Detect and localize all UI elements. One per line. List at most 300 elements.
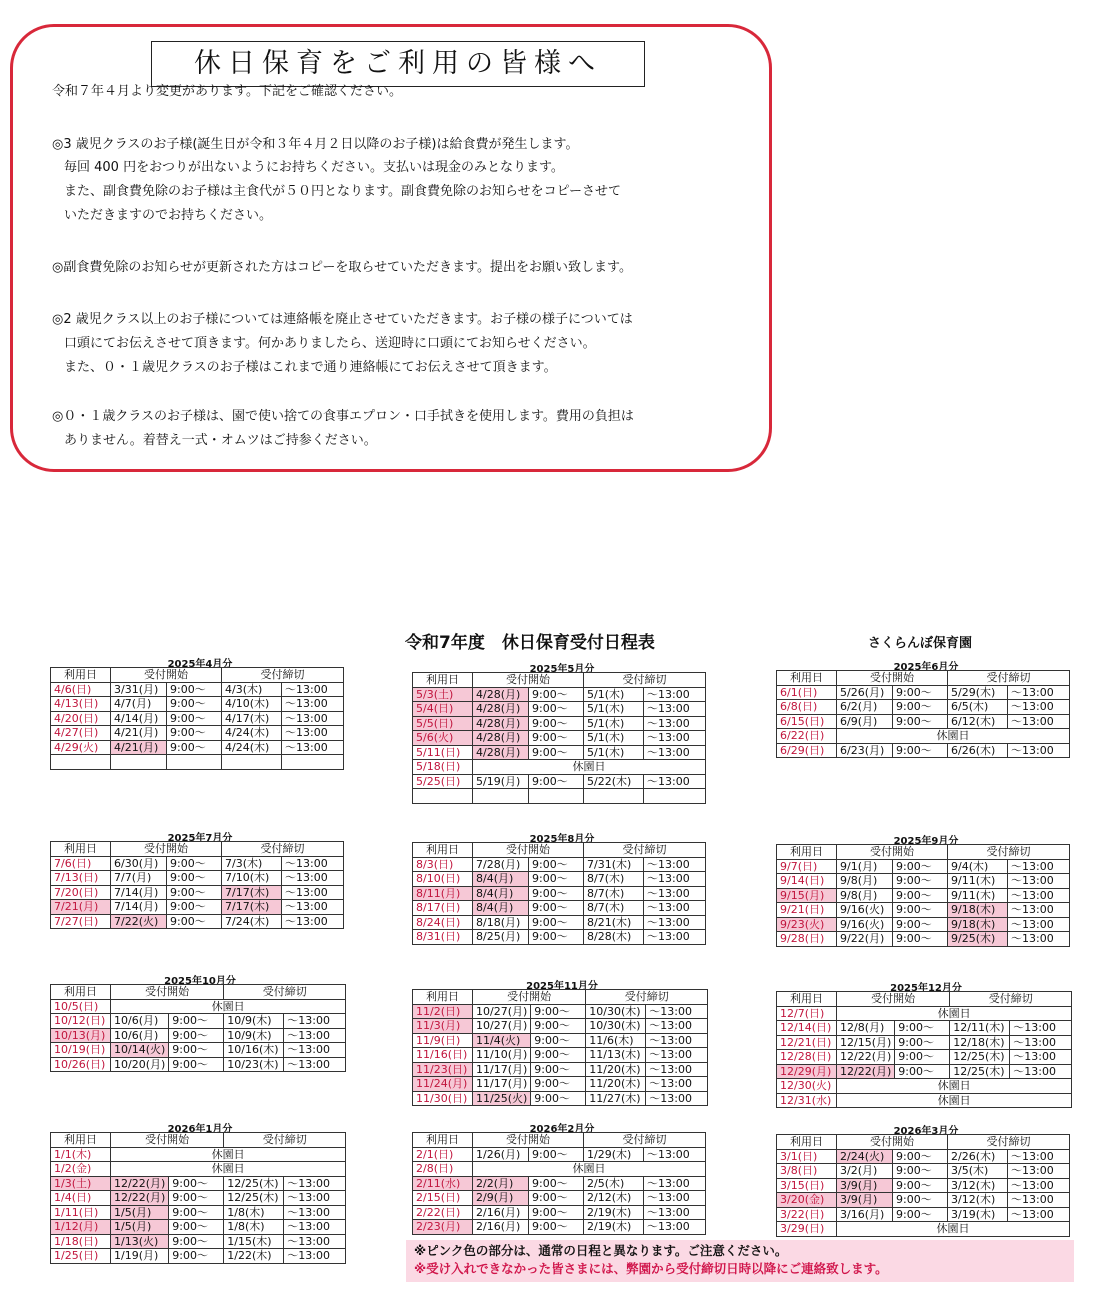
- end-date: 10/9(木): [224, 1014, 284, 1029]
- table-row: [413, 1147, 706, 1162]
- table-row: [777, 700, 1070, 715]
- use-date: 8/17(日): [413, 901, 473, 916]
- closed-day: 休園日: [837, 1222, 1070, 1237]
- end-date: [584, 789, 644, 804]
- end-date: 4/17(木): [222, 711, 282, 726]
- end-date: 9/18(木): [948, 917, 1008, 932]
- end-date: 1/29(木): [584, 1147, 644, 1162]
- use-date: 2/11(水): [413, 1176, 473, 1191]
- month-title: 2026年3月分: [893, 1126, 959, 1137]
- start-time: 9:00〜: [531, 1019, 586, 1034]
- start-time: 9:00〜: [529, 915, 584, 930]
- table-row: [51, 1220, 346, 1235]
- start-date: 9/22(月): [837, 932, 893, 947]
- use-date: 12/7(日): [777, 1006, 837, 1021]
- month-title: 2025年6月分: [893, 662, 959, 673]
- end-date: [222, 755, 282, 770]
- header-date: 利用日: [777, 992, 837, 1007]
- org-name: さくらんぼ保育園: [868, 636, 973, 651]
- start-time: 9:00〜: [167, 682, 222, 697]
- end-time: 〜13:00: [644, 745, 706, 760]
- use-date: 10/19(日): [51, 1043, 111, 1058]
- use-date: 11/23(日): [413, 1062, 473, 1077]
- start-time: 9:00〜: [167, 711, 222, 726]
- month-title: 2025年12月分: [890, 983, 962, 994]
- end-date: 10/16(木): [224, 1043, 284, 1058]
- notice-line: また、０・１歳児クラスのお子様はこれまで通り連絡帳にてお伝えさせて頂きます。: [64, 360, 557, 375]
- start-time: 9:00〜: [169, 1043, 224, 1058]
- use-date: 11/9(日): [413, 1033, 473, 1048]
- start-date: 3/9(月): [837, 1193, 893, 1208]
- start-date: 7/7(月): [111, 871, 167, 886]
- use-date: 12/31(水): [777, 1093, 837, 1108]
- end-date: 9/18(木): [948, 903, 1008, 918]
- end-date: 4/10(木): [222, 697, 282, 712]
- notice-line: いただきますのでお持ちください。: [64, 208, 273, 223]
- start-time: 9:00〜: [529, 1191, 584, 1206]
- start-date: 1/5(月): [111, 1205, 169, 1220]
- end-time: [282, 755, 344, 770]
- use-date: 6/1(日): [777, 685, 837, 700]
- table-row: [51, 1249, 346, 1264]
- end-time: 〜13:00: [644, 857, 706, 872]
- end-time: 〜13:00: [284, 1014, 346, 1029]
- start-time: 9:00〜: [169, 1205, 224, 1220]
- table-row: [413, 1062, 708, 1077]
- start-date: 10/14(火): [111, 1043, 169, 1058]
- start-date: 1/19(月): [111, 1249, 169, 1264]
- use-date: 11/2(日): [413, 1004, 473, 1019]
- table-row: [51, 740, 344, 755]
- start-date: 4/28(月): [473, 731, 529, 746]
- table-row: [51, 1162, 346, 1177]
- end-time: 〜13:00: [644, 1220, 706, 1235]
- start-time: 9:00〜: [893, 1193, 948, 1208]
- end-time: 〜13:00: [282, 856, 344, 871]
- table-row: [413, 1091, 708, 1106]
- end-date: 11/20(木): [586, 1077, 646, 1092]
- end-date: 12/25(木): [950, 1064, 1010, 1079]
- start-time: 9:00〜: [529, 872, 584, 887]
- schedule-table: [50, 841, 344, 929]
- header-end: 受付締切: [584, 843, 706, 858]
- month-title: 2025年4月分: [167, 659, 233, 670]
- schedule-table: [776, 844, 1070, 947]
- use-date: 8/10(日): [413, 872, 473, 887]
- table-row: [777, 1035, 1072, 1050]
- table-row: [413, 1033, 708, 1048]
- header-date: 利用日: [413, 843, 473, 858]
- start-date: 11/17(月): [473, 1062, 531, 1077]
- table-row: [413, 716, 706, 731]
- use-date: 7/27(日): [51, 914, 111, 929]
- schedule-table: [776, 991, 1072, 1108]
- header-row: [777, 992, 1072, 1007]
- table-row: [51, 1176, 346, 1191]
- end-date: 12/11(木): [950, 1021, 1010, 1036]
- start-date: 3/16(月): [837, 1207, 893, 1222]
- end-time: 〜13:00: [282, 726, 344, 741]
- header-row: [413, 990, 708, 1005]
- start-date: 10/27(月): [473, 1004, 531, 1019]
- use-date: 2/1(日): [413, 1147, 473, 1162]
- end-date: 9/4(木): [948, 859, 1008, 874]
- end-time: 〜13:00: [646, 1004, 708, 1019]
- use-date: 8/31(日): [413, 930, 473, 945]
- start-time: 9:00〜: [169, 1176, 224, 1191]
- start-date: 12/22(月): [111, 1176, 169, 1191]
- end-date: 12/25(木): [224, 1191, 284, 1206]
- start-date: 9/8(月): [837, 874, 893, 889]
- use-date: 4/13(日): [51, 697, 111, 712]
- start-time: 9:00〜: [893, 859, 948, 874]
- table-row: [51, 914, 344, 929]
- end-time: 〜13:00: [282, 711, 344, 726]
- table-row: [413, 1004, 708, 1019]
- end-date: 3/12(木): [948, 1178, 1008, 1193]
- end-time: 〜13:00: [646, 1048, 708, 1063]
- table-row: [413, 702, 706, 717]
- header-end: 受付締切: [948, 1135, 1070, 1150]
- start-time: 9:00〜: [169, 1234, 224, 1249]
- start-date: 4/14(月): [111, 711, 167, 726]
- start-time: 9:00〜: [529, 1147, 584, 1162]
- start-date: 7/14(月): [111, 900, 167, 915]
- start-time: 9:00〜: [529, 731, 584, 746]
- start-time: 9:00〜: [893, 1164, 948, 1179]
- use-date: 1/11(日): [51, 1205, 111, 1220]
- start-time: 9:00〜: [893, 1207, 948, 1222]
- end-time: 〜13:00: [644, 930, 706, 945]
- use-date: 2/22(日): [413, 1205, 473, 1220]
- end-time: 〜13:00: [646, 1062, 708, 1077]
- header-date: 利用日: [413, 673, 473, 688]
- start-date: 4/28(月): [473, 716, 529, 731]
- closed-day: 休園日: [837, 1079, 1072, 1094]
- end-time: 〜13:00: [644, 1191, 706, 1206]
- table-row: [51, 1191, 346, 1206]
- start-date: 6/30(月): [111, 856, 167, 871]
- end-time: 〜13:00: [644, 872, 706, 887]
- schedule-table: [412, 1132, 706, 1235]
- start-time: 9:00〜: [529, 1205, 584, 1220]
- start-date: 8/4(月): [473, 872, 529, 887]
- end-date: 2/5(木): [584, 1176, 644, 1191]
- header-end: 受付締切: [948, 845, 1070, 860]
- use-date: 6/29(日): [777, 743, 837, 758]
- start-date: 3/2(月): [837, 1164, 893, 1179]
- header-date: 利用日: [413, 1133, 473, 1148]
- use-date: 10/5(日): [51, 999, 111, 1014]
- end-time: 〜13:00: [646, 1033, 708, 1048]
- use-date: 2/8(日): [413, 1162, 473, 1177]
- end-date: 11/13(木): [586, 1048, 646, 1063]
- notice-line: また、副食費免除のお子様は主食代が５０円となります。副食費免除のお知らせをコピーさせて: [64, 184, 622, 199]
- start-date: 6/2(月): [837, 700, 893, 715]
- end-date: 10/9(木): [224, 1028, 284, 1043]
- use-date: 5/18(日): [413, 760, 473, 775]
- start-time: 9:00〜: [529, 702, 584, 717]
- end-time: 〜13:00: [646, 1091, 708, 1106]
- closed-day: 休園日: [111, 999, 346, 1014]
- start-date: 12/22(月): [837, 1064, 895, 1079]
- table-row: [777, 932, 1070, 947]
- start-time: 9:00〜: [895, 1035, 950, 1050]
- header-row: [51, 668, 344, 683]
- end-date: 4/3(木): [222, 682, 282, 697]
- end-time: 〜13:00: [1008, 888, 1070, 903]
- table-row: [51, 900, 344, 915]
- table-row: [777, 917, 1070, 932]
- closed-day: 休園日: [837, 1093, 1072, 1108]
- use-date: 9/28(日): [777, 932, 837, 947]
- header-date: 利用日: [777, 845, 837, 860]
- table-row: [413, 901, 706, 916]
- header-row: [777, 671, 1070, 686]
- header-end: 受付締切: [224, 1133, 346, 1148]
- start-time: 9:00〜: [531, 1004, 586, 1019]
- end-time: 〜13:00: [282, 740, 344, 755]
- start-time: 9:00〜: [893, 903, 948, 918]
- use-date: 10/13(月): [51, 1028, 111, 1043]
- start-time: 9:00〜: [531, 1033, 586, 1048]
- end-date: 7/17(木): [222, 900, 282, 915]
- end-time: 〜13:00: [1008, 1149, 1070, 1164]
- end-date: 5/1(木): [584, 687, 644, 702]
- end-time: 〜13:00: [1008, 700, 1070, 715]
- start-time: 9:00〜: [895, 1064, 950, 1079]
- end-date: 4/24(木): [222, 740, 282, 755]
- end-date: 9/11(木): [948, 874, 1008, 889]
- start-time: 9:00〜: [529, 857, 584, 872]
- closed-day: 休園日: [111, 1162, 346, 1177]
- end-date: 12/18(木): [950, 1035, 1010, 1050]
- header-start: 受付開始: [111, 842, 222, 857]
- use-date: 3/29(日): [777, 1222, 837, 1237]
- use-date: 11/3(月): [413, 1019, 473, 1034]
- end-date: 8/7(木): [584, 872, 644, 887]
- end-time: 〜13:00: [1010, 1021, 1072, 1036]
- start-time: 9:00〜: [893, 1178, 948, 1193]
- table-row: [777, 714, 1070, 729]
- end-time: 〜13:00: [282, 871, 344, 886]
- table-row: [51, 726, 344, 741]
- start-date: 11/10(月): [473, 1048, 531, 1063]
- end-date: 7/24(木): [222, 914, 282, 929]
- table-row: [51, 1043, 346, 1058]
- start-date: 12/22(月): [111, 1191, 169, 1206]
- end-date: 1/8(木): [224, 1220, 284, 1235]
- end-time: 〜13:00: [644, 1176, 706, 1191]
- use-date: 1/18(日): [51, 1234, 111, 1249]
- table-row: [413, 857, 706, 872]
- start-time: 9:00〜: [529, 774, 584, 789]
- table-row: [413, 745, 706, 760]
- start-date: 11/4(火): [473, 1033, 531, 1048]
- end-time: 〜13:00: [284, 1191, 346, 1206]
- use-date: [51, 755, 111, 770]
- end-time: 〜13:00: [644, 716, 706, 731]
- table-row: [413, 687, 706, 702]
- start-date: 1/5(月): [111, 1220, 169, 1235]
- schedule-table: [412, 989, 708, 1106]
- header-date: 利用日: [51, 668, 111, 683]
- header-end: 受付締切: [948, 671, 1070, 686]
- start-date: 2/2(月): [473, 1176, 529, 1191]
- header-start: 受付開始: [473, 990, 586, 1005]
- use-date: 9/7(日): [777, 859, 837, 874]
- header-row: [51, 1133, 346, 1148]
- month-title: 2026年1月分: [167, 1124, 233, 1135]
- table-row: [777, 1178, 1070, 1193]
- header-end: 受付締切: [584, 1133, 706, 1148]
- start-date: 8/18(月): [473, 915, 529, 930]
- end-time: 〜13:00: [1008, 1193, 1070, 1208]
- start-date: 8/25(月): [473, 930, 529, 945]
- header-start: 受付開始: [111, 1133, 224, 1148]
- table-row: [413, 1019, 708, 1034]
- end-date: 6/5(木): [948, 700, 1008, 715]
- table-row: [413, 1191, 706, 1206]
- end-time: 〜13:00: [284, 1249, 346, 1264]
- start-date: 1/26(月): [473, 1147, 529, 1162]
- end-time: 〜13:00: [644, 702, 706, 717]
- start-date: 5/19(月): [473, 774, 529, 789]
- header-end: 受付締切: [222, 668, 344, 683]
- table-row: [413, 886, 706, 901]
- header-date: 利用日: [777, 671, 837, 686]
- start-date: 10/6(月): [111, 1028, 169, 1043]
- use-date: 3/22(日): [777, 1207, 837, 1222]
- use-date: 4/20(日): [51, 711, 111, 726]
- start-time: 9:00〜: [167, 856, 222, 871]
- header-end: 受付締切: [224, 985, 346, 1000]
- table-row: [777, 1193, 1070, 1208]
- start-time: 9:00〜: [169, 1249, 224, 1264]
- end-time: 〜13:00: [1008, 685, 1070, 700]
- table-row: [413, 930, 706, 945]
- use-date: 10/26(日): [51, 1057, 111, 1072]
- end-date: 6/26(木): [948, 743, 1008, 758]
- end-date: 12/25(木): [950, 1050, 1010, 1065]
- month-title: 2026年2月分: [529, 1124, 595, 1135]
- header-start: 受付開始: [473, 843, 584, 858]
- table-row: [51, 1205, 346, 1220]
- header-start: 受付開始: [837, 845, 948, 860]
- start-date: 11/25(火): [473, 1091, 531, 1106]
- use-date: 8/3(日): [413, 857, 473, 872]
- end-time: 〜13:00: [1008, 932, 1070, 947]
- end-date: 3/5(木): [948, 1164, 1008, 1179]
- start-date: 1/13(火): [111, 1234, 169, 1249]
- month-title: 2025年9月分: [893, 836, 959, 847]
- use-date: 4/6(日): [51, 682, 111, 697]
- end-time: 〜13:00: [282, 900, 344, 915]
- end-time: 〜13:00: [644, 774, 706, 789]
- start-time: 9:00〜: [531, 1077, 586, 1092]
- use-date: 5/5(日): [413, 716, 473, 731]
- start-time: 9:00〜: [531, 1062, 586, 1077]
- start-time: 9:00〜: [529, 687, 584, 702]
- start-time: 9:00〜: [167, 726, 222, 741]
- end-time: 〜13:00: [644, 915, 706, 930]
- use-date: 7/13(日): [51, 871, 111, 886]
- use-date: 8/11(月): [413, 886, 473, 901]
- use-date: 1/3(土): [51, 1176, 111, 1191]
- start-date: 3/31(月): [111, 682, 167, 697]
- start-time: 9:00〜: [893, 700, 948, 715]
- start-date: 12/15(月): [837, 1035, 895, 1050]
- table-row: [51, 697, 344, 712]
- table-row: [51, 711, 344, 726]
- start-date: 12/22(月): [837, 1050, 895, 1065]
- start-date: 6/23(月): [837, 743, 893, 758]
- table-row: [777, 888, 1070, 903]
- month-title: 2025年5月分: [529, 664, 595, 675]
- start-date: 6/9(月): [837, 714, 893, 729]
- end-time: 〜13:00: [282, 682, 344, 697]
- schedule-table: [50, 1132, 346, 1264]
- header-end: 受付締切: [222, 842, 344, 857]
- table-row: [413, 789, 706, 804]
- use-date: 12/28(日): [777, 1050, 837, 1065]
- use-date: 10/12(日): [51, 1014, 111, 1029]
- header-start: 受付開始: [111, 668, 222, 683]
- end-time: 〜13:00: [284, 1205, 346, 1220]
- start-time: 9:00〜: [893, 888, 948, 903]
- table-row: [51, 1147, 346, 1162]
- use-date: 12/14(日): [777, 1021, 837, 1036]
- end-date: 2/19(木): [584, 1205, 644, 1220]
- use-date: 1/12(月): [51, 1220, 111, 1235]
- start-date: 7/22(火): [111, 914, 167, 929]
- end-date: 7/3(木): [222, 856, 282, 871]
- start-time: 9:00〜: [529, 886, 584, 901]
- end-time: 〜13:00: [644, 687, 706, 702]
- end-date: 3/12(木): [948, 1193, 1008, 1208]
- month-title: 2025年7月分: [167, 833, 233, 844]
- header-end: 受付締切: [950, 992, 1072, 1007]
- table-row: [413, 1176, 706, 1191]
- end-date: 2/19(木): [584, 1220, 644, 1235]
- start-date: 4/21(月): [111, 740, 167, 755]
- end-date: 4/24(木): [222, 726, 282, 741]
- end-date: 7/17(木): [222, 885, 282, 900]
- table-row: [51, 856, 344, 871]
- notice-line: ◎副食費免除のお知らせが更新された方はコピーを取らせていただきます。提出をお願い致します。: [52, 260, 632, 275]
- header-start: 受付開始: [837, 1135, 948, 1150]
- table-row: [777, 1006, 1072, 1021]
- schedule-table: [776, 1134, 1070, 1237]
- end-time: 〜13:00: [284, 1028, 346, 1043]
- schedule-table: [776, 670, 1070, 758]
- schedule-table: [412, 672, 706, 804]
- use-date: 12/21(日): [777, 1035, 837, 1050]
- closed-day: 休園日: [473, 1162, 706, 1177]
- use-date: 12/29(月): [777, 1064, 837, 1079]
- end-date: 5/1(木): [584, 716, 644, 731]
- start-time: 9:00〜: [169, 1028, 224, 1043]
- footnote-line: ※ピンク色の部分は、通常の日程と異なります。ご注意ください。: [414, 1243, 788, 1258]
- notice-line: 毎回 400 円をおつりが出ないようにお持ちください。支払いは現金のみとなります。: [64, 160, 564, 175]
- start-time: 9:00〜: [169, 1191, 224, 1206]
- start-date: 10/20(月): [111, 1057, 169, 1072]
- start-date: 8/4(月): [473, 901, 529, 916]
- start-date: 4/7(月): [111, 697, 167, 712]
- table-row: [777, 743, 1070, 758]
- use-date: 11/16(日): [413, 1048, 473, 1063]
- use-date: 5/25(日): [413, 774, 473, 789]
